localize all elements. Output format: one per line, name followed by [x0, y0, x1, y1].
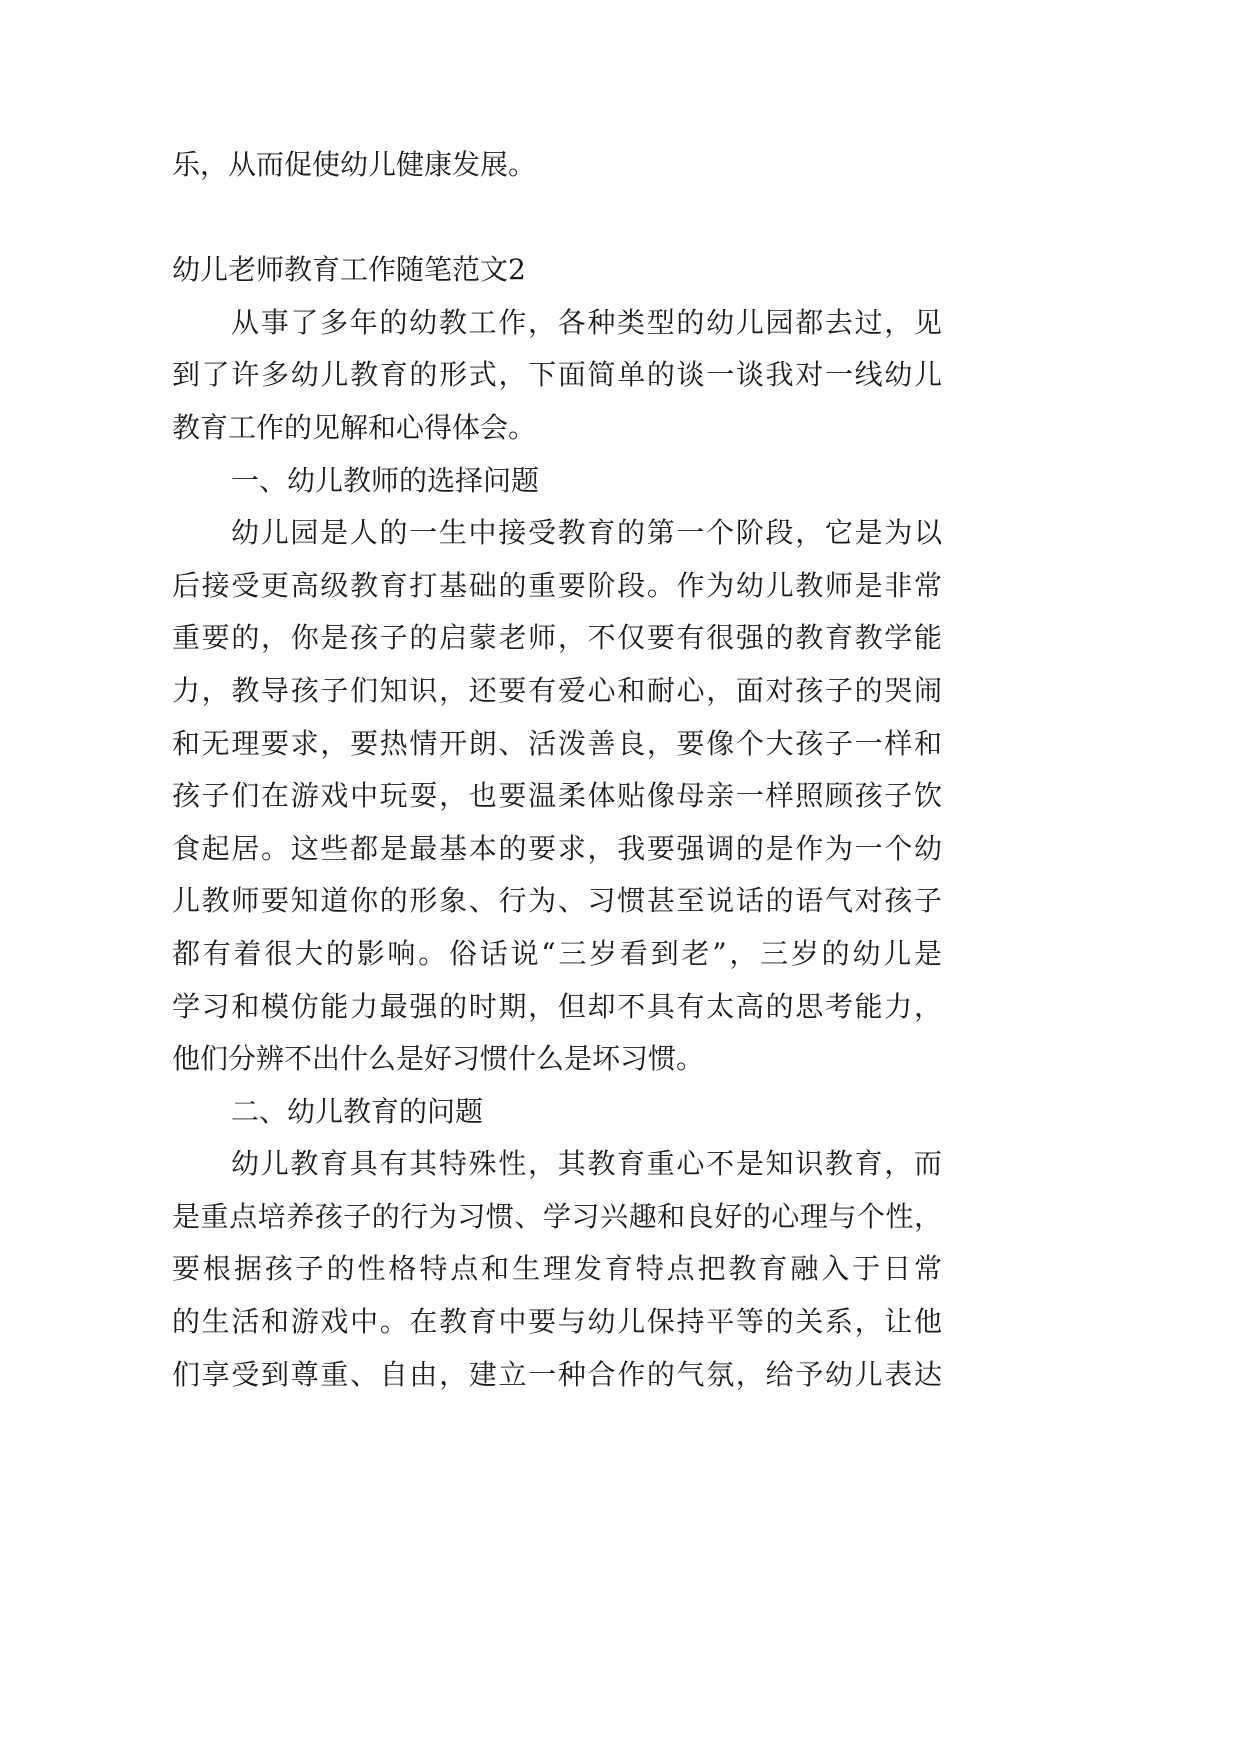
- paragraph-gap: [172, 192, 942, 245]
- intro-line: 从事了多年的幼教工作，各种类型的幼儿园都去过，见: [231, 305, 942, 339]
- article-title: 幼儿老师教育工作随笔范文2: [172, 253, 526, 287]
- paragraph-line: 后接受更高级教育打基础的重要阶段。作为幼儿教师是非常: [172, 568, 942, 602]
- paragraph-line: 和无理要求，要热情开朗、活泼善良，要像个大孩子一样和: [172, 726, 942, 760]
- paragraph-line: 儿教师要知道你的形象、行为、习惯甚至说话的语气对孩子: [172, 884, 942, 918]
- paragraph-line: 幼儿园是人的一生中接受教育的第一个阶段，它是为以: [231, 516, 942, 550]
- intro-line: 到了许多幼儿教育的形式，下面简单的谈一谈我对一线幼儿: [172, 358, 942, 392]
- paragraph-line: 重要的，你是孩子的启蒙老师，不仅要有很强的教育教学能: [172, 621, 942, 655]
- paragraph-line: 要根据孩子的性格特点和生理发育特点把教育融入于日常: [172, 1252, 942, 1286]
- paragraph-line: 孩子们在游戏中玩耍，也要温柔体贴像母亲一样照顾孩子饮: [172, 779, 942, 813]
- paragraph-line: 是重点培养孩子的行为习惯、学习兴趣和良好的心理与个性，: [172, 1199, 942, 1233]
- paragraph-line: 学习和模仿能力最强的时期，但却不具有太高的思考能力，: [172, 989, 942, 1023]
- paragraph-line: 的生活和游戏中。在教育中要与幼儿保持平等的关系，让他: [172, 1305, 942, 1339]
- paragraph-line: 力，教导孩子们知识，还要有爱心和耐心，面对孩子的哭闹: [172, 673, 942, 707]
- paragraph-line: 幼儿教育具有其特殊性，其教育重心不是知识教育，而: [231, 1147, 942, 1181]
- continuation-line: 乐，从而促使幼儿健康发展。: [172, 148, 537, 181]
- document-body: [172, 139, 942, 1401]
- paragraph-line: 他们分辨不出什么是好习惯什么是坏习惯。: [172, 1042, 705, 1076]
- section-heading: 一、幼儿教师的选择问题: [231, 463, 540, 497]
- paragraph-line: 们享受到尊重、自由，建立一种合作的气氛，给予幼儿表达: [172, 1357, 942, 1391]
- paragraph-line: 都有着很大的影响。俗话说“三岁看到老”，三岁的幼儿是: [172, 936, 942, 970]
- intro-line: 教育工作的见解和心得体会。: [172, 410, 537, 444]
- section-heading: 二、幼儿教育的问题: [231, 1094, 484, 1128]
- paragraph-line: 食起居。这些都是最基本的要求，我要强调的是作为一个幼: [172, 831, 942, 865]
